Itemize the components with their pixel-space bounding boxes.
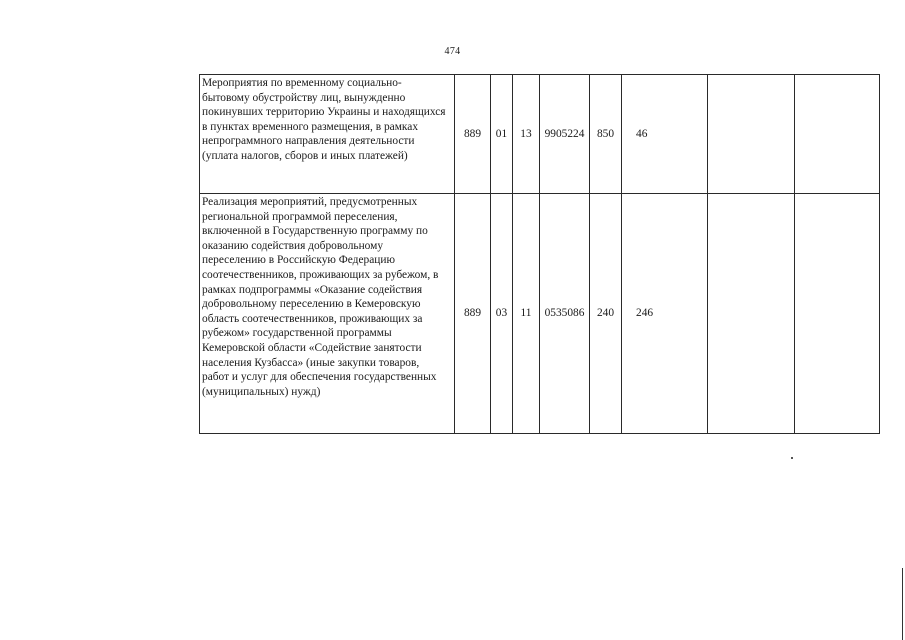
description-line: населения Кузбасса» (иные закупки товаров, bbox=[202, 356, 420, 369]
table-row bbox=[200, 75, 880, 194]
target-article-code: 0535086 bbox=[540, 194, 590, 434]
description-line: оказанию содействия добровольному bbox=[202, 239, 384, 252]
empty-cell bbox=[708, 75, 795, 194]
target-article-code: 9905224 bbox=[540, 75, 590, 194]
description-line: в пунктах временного размещения, в рамках bbox=[202, 120, 419, 133]
description-line: работ и услуг для обеспечения государственных bbox=[202, 371, 437, 384]
description-line: область соотечественников, проживающих за bbox=[202, 312, 423, 325]
description-line: покинувших территорию Украины и находящихся bbox=[202, 106, 446, 119]
amount-cell: 246 bbox=[622, 194, 708, 434]
empty-cell bbox=[708, 194, 795, 434]
expense-type-code: 850 bbox=[590, 75, 622, 194]
description-line: добровольному переселению в Кемеровскую bbox=[202, 298, 421, 311]
empty-cell bbox=[795, 194, 880, 434]
subsection-code: 11 bbox=[513, 194, 540, 434]
description-line: включенной в Государственную программу по bbox=[202, 225, 428, 238]
budget-table bbox=[199, 74, 880, 434]
expense-type-code: 240 bbox=[590, 194, 622, 434]
description-line: (уплата налогов, сборов и иных платежей) bbox=[202, 149, 408, 162]
description-line: бытовому обустройству лиц, вынужденно bbox=[202, 91, 406, 104]
scan-edge-line bbox=[902, 568, 903, 640]
description-line: Кемеровской области «Содействие занятости bbox=[202, 341, 422, 354]
section-code: 03 bbox=[491, 194, 513, 434]
page-number: 474 bbox=[444, 46, 461, 57]
amount-cell: 46 bbox=[622, 75, 708, 194]
description-line: рубежом» государственной программы bbox=[202, 327, 392, 340]
description-line: соотечественников, проживающих за рубежом, в bbox=[202, 268, 439, 281]
ministry-code: 889 bbox=[455, 75, 491, 194]
description-line: (муниципальных) нужд) bbox=[202, 385, 321, 398]
description-line: рамках подпрограммы «Оказание содействия bbox=[202, 283, 423, 296]
subsection-code: 13 bbox=[513, 75, 540, 194]
section-code: 01 bbox=[491, 75, 513, 194]
empty-cell bbox=[795, 75, 880, 194]
ministry-code: 889 bbox=[455, 194, 491, 434]
description-line: непрограммного направления деятельности bbox=[202, 135, 415, 148]
scan-speck bbox=[791, 457, 793, 459]
row-description bbox=[200, 194, 455, 434]
description-line: Реализация мероприятий, предусмотренных bbox=[202, 196, 418, 208]
table-row bbox=[200, 194, 880, 434]
description-line: Мероприятия по временному социально- bbox=[202, 77, 402, 89]
description-line: переселению в Российскую Федерацию bbox=[202, 254, 395, 267]
description-line: региональной программой переселения, bbox=[202, 210, 398, 223]
row-description bbox=[200, 75, 455, 194]
